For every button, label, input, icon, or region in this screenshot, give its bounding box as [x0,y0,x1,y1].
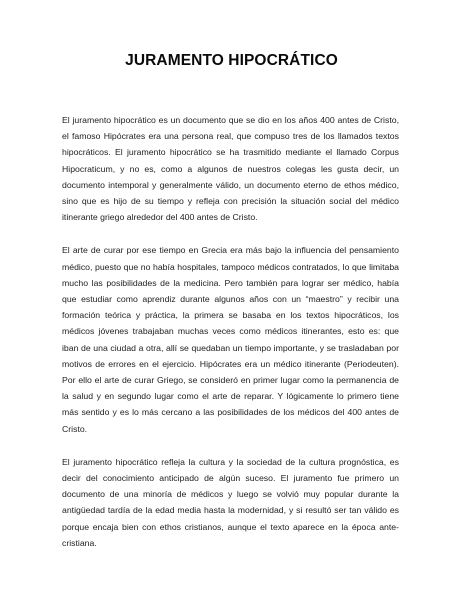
paragraph-2: El arte de curar por ese tiempo en Grecia era más bajo la influencia del pensamiento médico, puesto que no había hospitales, tampoco médicos contratados, lo que limitaba mucho las posibilidades de la medicina. Pero también para lograr ser médico, había que estudiar como aprendiz durante algunos años con un “maestro” y recibir una formación teórica y práctica, la primera se basaba en los textos hipocráticos, los médicos jóvenes trabajaban muchas veces como médicos itinerantes, esto es: que iban de una ciudad a otra, allí se quedaban un tiempo importante, y se trasladaban por motivos de errores en el ejercicio. Hipócrates era un médico itinerante (Periodeuten). Por ello el arte de curar Griego, se consideró en primer lugar como la permanencia de la salud y en segundo lugar como el arte de reparar. Y lógicamente lo primero tiene más sentido y es lo más cercano a las posibilidades de los médicos del 400 antes de Cristo. [62,245,399,434]
paragraph-1: El juramento hipocrático es un documento que se dio en los años 400 antes de Cristo, el famoso Hipócrates era una persona real, que compuso tres de los llamados textos hipocráticos. El juramento hipocrático se ha trasmitido mediante el llamado Corpus Hipocraticum, y no es, como a algunos de nuestros colegas les gusta decir, un documento intemporal y generalmente válido, un documento eterno de ethos médico, sino que es hijo de su tiempo y refleja con precisión la situación social del médico itinerante griego alrededor del 400 antes de Cristo. [62,115,399,223]
document-title: JURAMENTO HIPOCRÁTICO [125,52,338,69]
paragraph-3: El juramento hipocrático refleja la cultura y la sociedad de la cultura prognóstica, es decir del conocimiento anticipado de algún suceso. El juramento fue primero un documento de una minoría de médicos y luego se volvió muy popular durante la antigüedad tardía de la edad media hasta la modernidad, y si resultó ser tan válido es porque encaja bien con ethos cristianos, aunque el texto aparece en la época ante-cristiana. [62,456,399,548]
document-body [62,112,399,568]
